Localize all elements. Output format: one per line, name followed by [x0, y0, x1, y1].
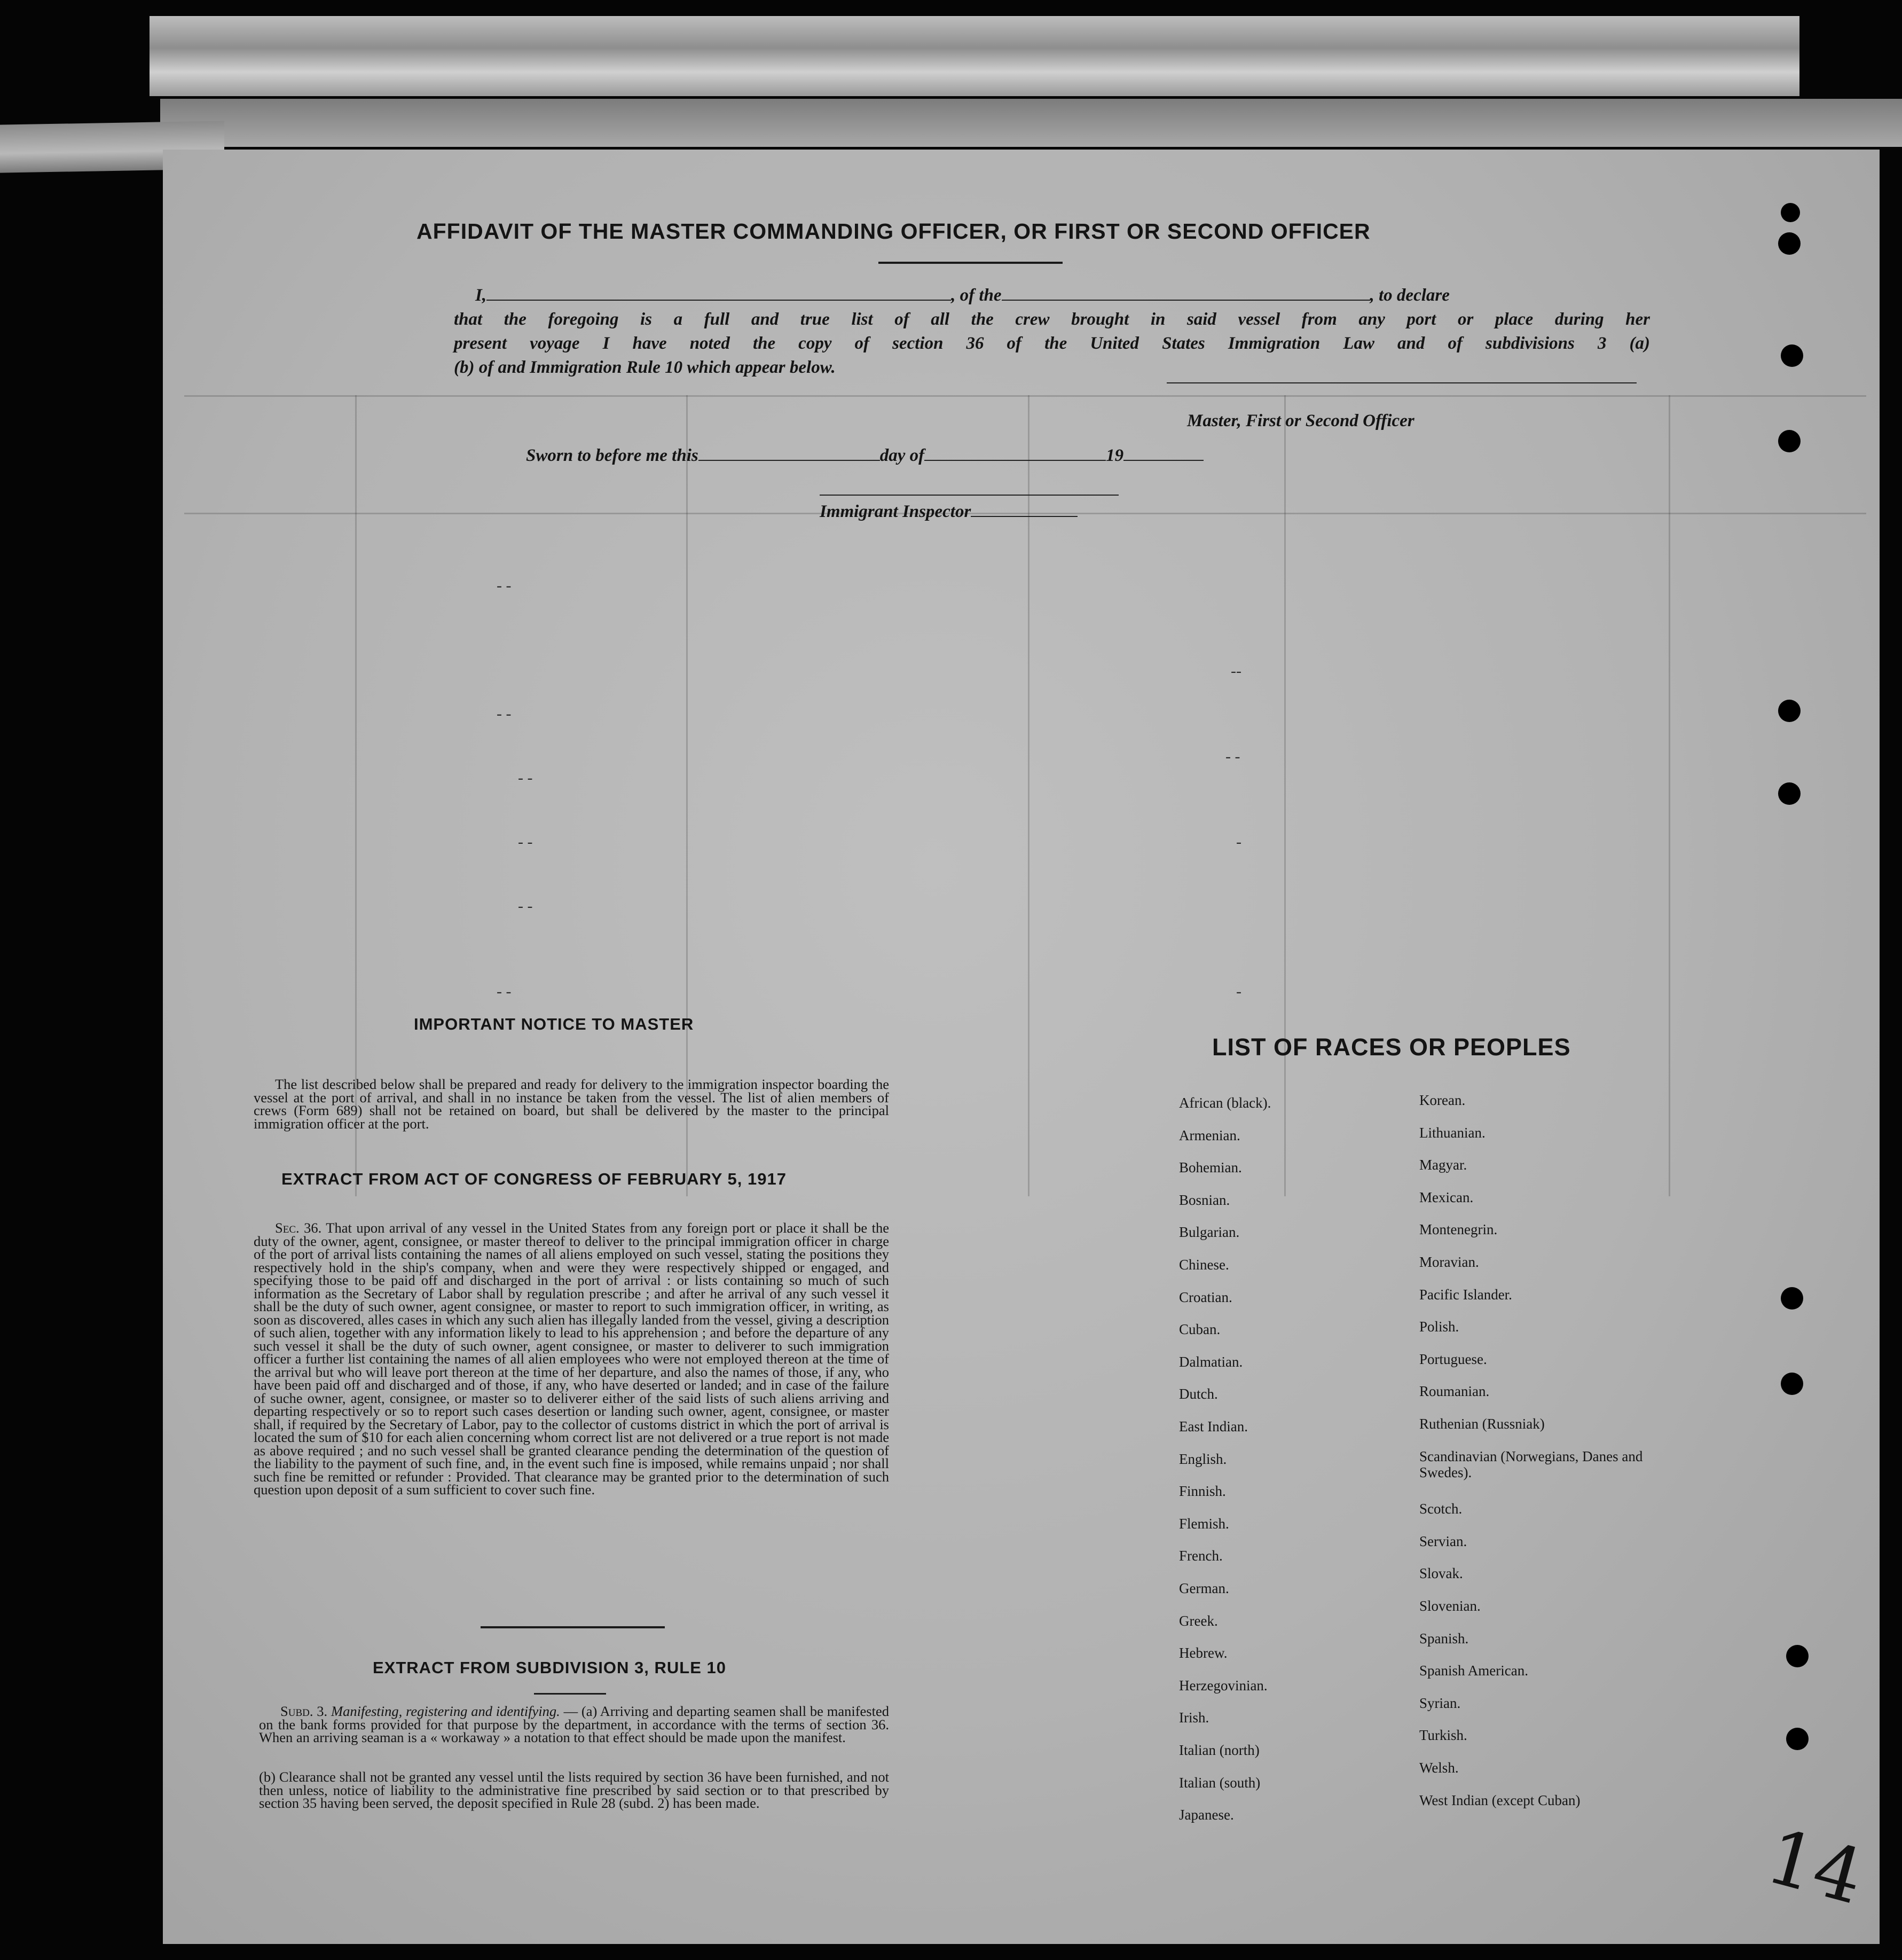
- race-item: Slovak.: [1419, 1565, 1463, 1582]
- punch-hole: [1781, 203, 1800, 222]
- race-item: Irish.: [1179, 1710, 1209, 1726]
- affidavit-i: I,: [475, 286, 487, 305]
- rule-rule: [534, 1693, 606, 1695]
- ditto-mark: - -: [518, 833, 533, 851]
- act-rule: [481, 1626, 665, 1628]
- races-heading: LIST OF RACES OR PEOPLES: [1212, 1033, 1571, 1061]
- affidavit-title: AFFIDAVIT OF THE MASTER COMMANDING OFFICER, OR FIRST OR SECOND OFFICER: [416, 219, 1371, 244]
- race-item: Slovenian.: [1419, 1598, 1481, 1614]
- race-item: Spanish American.: [1419, 1663, 1528, 1679]
- race-item: Bohemian.: [1179, 1159, 1242, 1176]
- vessel-blank[interactable]: [1002, 286, 1370, 301]
- ditto-mark: -: [1236, 833, 1241, 851]
- rule-body-a-text: — (a) Arriving and departing seamen shall be manifested on the bank forms provided for that purpose by the department, in accordance with the terms of section 36. When an arriving seaman is a « workaway » a notation to that effect should be made upon the manifest.: [259, 1703, 889, 1745]
- race-item: Bosnian.: [1179, 1191, 1230, 1208]
- race-item: Cuban.: [1179, 1321, 1221, 1338]
- punch-hole: [1786, 1645, 1809, 1667]
- signature-label: Master, First or Second Officer: [1187, 411, 1414, 430]
- race-item: Portuguese.: [1419, 1351, 1487, 1367]
- punch-hole: [1778, 430, 1801, 452]
- rule-subd-label: Subd. 3.: [280, 1703, 328, 1719]
- act-body-text: That upon arrival of any vessel in the United States from any foreign port or place it shall be the duty of the owner, agent, consignee, or master thereof to deliver to the principal immigration officer in charge of the port of arrival lists containing the names of all aliens employed on such vessel, stating the positions they respectively hold in the ship's company, when and were they were respectively shipped or engaged, and specifying those to be paid off and discharged in the port of arrival : or lists containing so much of such information as the Secretary of Labor shall by regulation prescribe ; and after he arrival of any such vessel it shall be the duty of such owner, agent consignee, or master to report to such immigration officer, in writing, as soon as discovered, alles cases in which any such alien has illegally landed from the vessel, giving a description of such alien, together with any information likely to lead to his apprehension ; and before the departure of any such vessel it shall be the duty of such owner, agent consignee, or master to deliverer to such immigration officer a further list containing the names of all alien employees who were not employed thereon at the time of the arrival but who will leave port thereon at the time of her departure, and also the names of those, if any, who have been paid off and discharged and of those, if any, who have deserted or landed; and in case of the failure of suche owner, agent, consignee, or master so to deliverer either of the said lists of such aliens arriving and departing respectively or so to report such cases desertion or landing such owner, agent, consignee, or master shall, if required by the Secretary of Labor, pay to the collector of customs district in which the port of arrival is located the sum of $10 for each alien concerning whom correct list are not delivered or a true report is not made as above required ; and no such vessel shall be granted clearance pending the determination of the question of the liability to the payment of such fine, and, in the event such fine is imposed, while remains unpaid ; nor shall such fine be remitted or refunder : Provided. That clearance may be granted prior to the determination of such question upon deposit of a sum sufficient to cover such fine.: [254, 1220, 889, 1498]
- year-blank[interactable]: [1123, 446, 1204, 461]
- race-item: Greek.: [1179, 1612, 1218, 1629]
- name-blank[interactable]: [486, 286, 951, 301]
- race-item: Pacific Islander.: [1419, 1286, 1512, 1303]
- punch-hole: [1781, 1287, 1803, 1310]
- ditto-mark: -: [1236, 983, 1241, 1000]
- rule-subd-title: Manifesting, registering and identifying.: [331, 1703, 560, 1719]
- ghost-rule: [184, 395, 1866, 397]
- ditto-mark: - -: [518, 769, 533, 787]
- inspector-label: Immigrant Inspector: [820, 502, 971, 521]
- affidavit-line-4: (b) of and Immigration Rule 10 which appear below.: [454, 358, 836, 377]
- race-item: Korean.: [1419, 1092, 1466, 1108]
- race-item: Bulgarian.: [1179, 1224, 1240, 1241]
- affidavit-line-2: that the foregoing is a full and true list of all the crew brought in said vessel from any port or place during her: [454, 310, 1650, 329]
- race-item: Lithuanian.: [1419, 1124, 1486, 1141]
- sworn-line: [526, 446, 1204, 466]
- ditto-mark: --: [1231, 662, 1241, 680]
- ghost-rule: [1669, 395, 1670, 1196]
- race-item: Syrian.: [1419, 1695, 1461, 1711]
- race-item: Servian.: [1419, 1533, 1467, 1549]
- ditto-mark: - -: [518, 897, 533, 915]
- race-item: Scotch.: [1419, 1501, 1463, 1517]
- signature-blank[interactable]: [1167, 369, 1637, 383]
- inspector-line: [820, 502, 1078, 522]
- race-item: Polish.: [1419, 1319, 1459, 1335]
- punch-hole: [1781, 1373, 1803, 1395]
- binding-strip: [160, 99, 1902, 147]
- inspector-blank[interactable]: [820, 481, 1119, 496]
- act-section-label: Sec. 36.: [275, 1220, 322, 1236]
- ditto-mark: - -: [1225, 748, 1240, 765]
- race-item: Turkish.: [1419, 1727, 1467, 1744]
- race-item: Scandinavian (Norwegians, Danes and Swedes).: [1419, 1448, 1643, 1480]
- notice-heading: IMPORTANT NOTICE TO MASTER: [414, 1015, 694, 1033]
- ditto-mark: - -: [497, 577, 512, 594]
- race-item: Mexican.: [1419, 1189, 1474, 1205]
- sworn-day-blank[interactable]: [698, 446, 880, 461]
- act-heading: EXTRACT FROM ACT OF CONGRESS OF FEBRUARY 5, 1917: [281, 1170, 787, 1188]
- race-item: Spanish.: [1419, 1630, 1469, 1647]
- race-item: Japanese.: [1179, 1807, 1234, 1823]
- race-item: West Indian (except Cuban): [1419, 1792, 1581, 1808]
- race-item: Dalmatian.: [1179, 1353, 1243, 1370]
- race-item: Armenian.: [1179, 1127, 1240, 1143]
- margin-note: 14: [1757, 1813, 1873, 1922]
- top-binding-strip: [150, 16, 1799, 96]
- rule-body-b: (b) Clearance shall not be granted any vessel until the lists required by section 36 have been furnished, and not then unless, notice of liability to the administrative fine prescribed by said section or to that prescribed by section 35 having been served, the deposit specified in Rule 28 (subd. 2) has been made.: [259, 1769, 889, 1811]
- race-item: Ruthenian (Russniak): [1419, 1416, 1545, 1432]
- rule-heading: EXTRACT FROM SUBDIVISION 3, RULE 10: [373, 1658, 726, 1677]
- race-item: Welsh.: [1419, 1760, 1459, 1776]
- punch-hole: [1786, 1728, 1809, 1750]
- affidavit-declare: , to declare: [1370, 286, 1450, 305]
- race-item: Italian (south): [1179, 1774, 1261, 1791]
- race-item: Flemish.: [1179, 1515, 1229, 1532]
- title-rule: [878, 262, 1063, 264]
- race-item: Moravian.: [1419, 1254, 1479, 1270]
- notice-body: The list described below shall be prepared and ready for delivery to the immigration inspector boarding the vessel at the port of arrival, and shall in no instance be taken from the vessel. The list of alien members of crews (Form 689) shall not be retained on board, but shall be delivered by the master to the principal immigration officer at the port.: [254, 1076, 889, 1132]
- race-item: Chinese.: [1179, 1257, 1229, 1273]
- inspector-signature-blank[interactable]: [971, 502, 1078, 517]
- affidavit-line-1: [475, 286, 1450, 305]
- ghost-rule: [1284, 395, 1286, 1196]
- race-item: Finnish.: [1179, 1483, 1226, 1500]
- race-item: Dutch.: [1179, 1386, 1218, 1402]
- punch-hole: [1778, 700, 1801, 722]
- ditto-mark: - -: [497, 705, 512, 723]
- race-item: Magyar.: [1419, 1157, 1467, 1173]
- ditto-mark: - -: [497, 983, 512, 1000]
- race-item: Croatian.: [1179, 1289, 1232, 1305]
- rule-body-a: [259, 1705, 889, 1744]
- race-item: French.: [1179, 1548, 1223, 1564]
- punch-hole: [1778, 782, 1801, 805]
- day-of-label: day of: [879, 446, 925, 465]
- affidavit-line-3: present voyage I have noted the copy of section 36 of the United States Immigration Law and of subdivisions 3 (a): [454, 334, 1650, 353]
- race-item: Roumanian.: [1419, 1383, 1490, 1400]
- race-item: Italian (north): [1179, 1742, 1260, 1758]
- race-item: East Indian.: [1179, 1418, 1248, 1434]
- race-item: African (black).: [1179, 1095, 1271, 1111]
- year-label: 19: [1106, 446, 1124, 465]
- sworn-label: Sworn to before me this: [526, 446, 698, 465]
- race-item: Hebrew.: [1179, 1645, 1228, 1661]
- race-item: Herzegovinian.: [1179, 1677, 1268, 1694]
- race-item: German.: [1179, 1580, 1229, 1596]
- race-item: English.: [1179, 1451, 1227, 1467]
- race-item: Montenegrin.: [1419, 1221, 1498, 1238]
- punch-hole: [1781, 344, 1803, 367]
- punch-hole: [1778, 232, 1801, 255]
- act-body: [254, 1221, 889, 1496]
- affidavit-of: , of the: [951, 286, 1002, 305]
- manifest-page: [163, 150, 1880, 1944]
- sworn-month-blank[interactable]: [924, 446, 1106, 461]
